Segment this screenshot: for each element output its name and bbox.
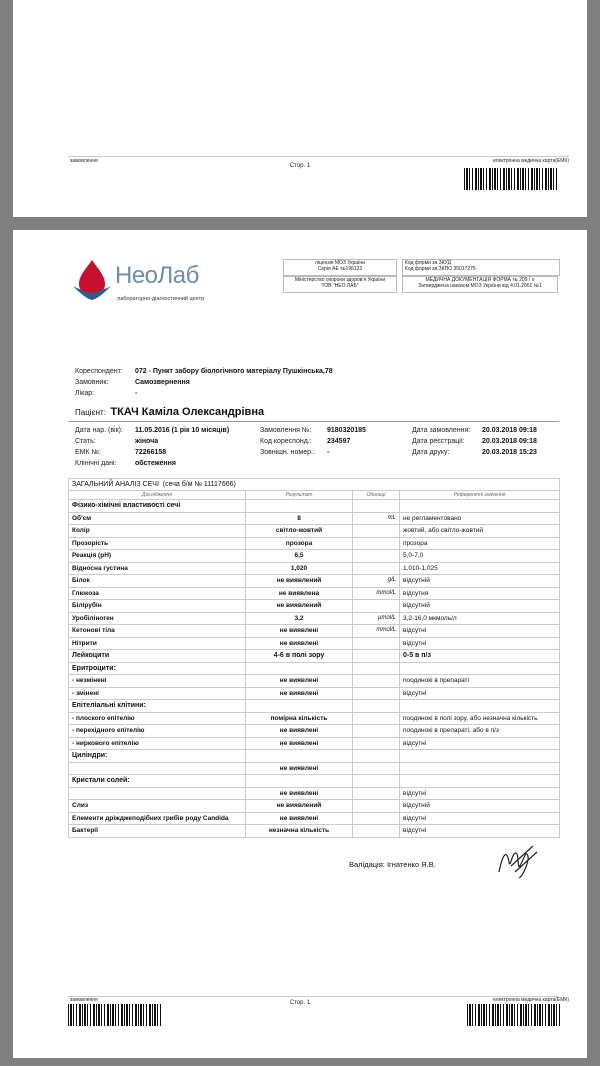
footer-divider (68, 996, 559, 997)
table-row (69, 562, 560, 575)
test-name: Циліндри: (69, 750, 246, 763)
test-reference: 0-5 в п/з (400, 650, 560, 663)
medical-doc-box: МЕДИЧНА ДОКУМЕНТАЦІЯ ФОРМА № 209 / о Затверджена наказом МОЗ України від 4.01.2001 №1 (402, 276, 558, 293)
test-result: 6,5 (246, 550, 353, 563)
test-result: не виявлені (246, 625, 353, 638)
table-row (69, 637, 560, 650)
test-result: не виявлений (246, 575, 353, 588)
table-section-row (69, 650, 560, 663)
logo-name: НеоЛаб (115, 262, 199, 289)
table-row (69, 575, 560, 588)
barcode (464, 168, 559, 190)
test-unit: g/L (353, 575, 400, 588)
test-unit (353, 687, 400, 700)
table-section-row (69, 700, 560, 713)
test-result: не виявлені (246, 637, 353, 650)
table-row (69, 550, 560, 563)
table-header: Дослідження Результат Одиниці Референтні значення (69, 491, 560, 500)
test-result: не виявлені (246, 687, 353, 700)
test-result: не виявлені (246, 812, 353, 825)
test-unit: mmol/L (353, 625, 400, 638)
table-row (69, 825, 560, 838)
test-name: - ниркового епітелію (69, 737, 246, 750)
test-reference: відсутній (400, 600, 560, 613)
table-section-row (69, 750, 560, 763)
test-name: Бактерії (69, 825, 246, 838)
test-unit (353, 775, 400, 788)
test-reference (400, 762, 560, 775)
table-row (69, 625, 560, 638)
test-name: Відносна густина (69, 562, 246, 575)
test-reference: поодинокі в препараті (400, 675, 560, 688)
test-reference: 5,0-7,0 (400, 550, 560, 563)
test-reference: відсутній (400, 575, 560, 588)
order-details: Замовлення №: 9180320185 Код кореспонд.: 234597 Зовнішн. номер.: - (260, 427, 366, 456)
test-reference: відсутні (400, 737, 560, 750)
test-name: Слиз (69, 800, 246, 813)
test-name: Об'єм (69, 512, 246, 525)
test-unit (353, 762, 400, 775)
test-result: 1,020 (246, 562, 353, 575)
test-result (246, 500, 353, 513)
test-reference: відсутня (400, 587, 560, 600)
signature-image (493, 842, 543, 882)
test-unit (353, 737, 400, 750)
test-result (246, 662, 353, 675)
test-unit (353, 700, 400, 713)
validation-text: Валідація: Ігнатенко Я.В. (349, 860, 436, 869)
test-unit (353, 725, 400, 738)
test-name: Нітрити (69, 637, 246, 650)
test-name: Колір (69, 525, 246, 538)
test-name: - плоского епітелію (69, 712, 246, 725)
test-unit (353, 800, 400, 813)
test-unit (353, 825, 400, 838)
test-unit (353, 750, 400, 763)
test-reference (400, 500, 560, 513)
test-result: 3,2 (246, 612, 353, 625)
test-result (246, 775, 353, 788)
test-result (246, 750, 353, 763)
test-reference (400, 775, 560, 788)
test-result: не виявлений (246, 800, 353, 813)
test-unit (353, 537, 400, 550)
logo-subtitle: лабораторно-діагностичний центр (117, 296, 205, 302)
test-result: не виявлена (246, 587, 353, 600)
test-reference: не регламентовано (400, 512, 560, 525)
barcode-right (467, 1004, 562, 1026)
test-reference: відсутні (400, 637, 560, 650)
test-result: світло-жовтий (246, 525, 353, 538)
test-reference (400, 750, 560, 763)
test-result: не виявлені (246, 762, 353, 775)
test-reference (400, 662, 560, 675)
test-result: не виявлені (246, 725, 353, 738)
table-row (69, 737, 560, 750)
test-name (69, 762, 246, 775)
test-result: прозора (246, 537, 353, 550)
test-reference: відсутні (400, 625, 560, 638)
form-code-box: Код форми за ЗКУД Код форми за ЗКПО 35017275 (402, 259, 560, 276)
test-name: Еритроцити: (69, 662, 246, 675)
table-row (69, 612, 560, 625)
test-name: Кетонові тіла (69, 625, 246, 638)
test-name: - перехідного епітелію (69, 725, 246, 738)
table-row (69, 762, 560, 775)
table-row (69, 812, 560, 825)
footer-divider (68, 156, 569, 157)
test-result: не виявлені (246, 787, 353, 800)
test-result: не виявлений (246, 600, 353, 613)
test-reference: поодинокі в полі зору, або незначна кількість (400, 712, 560, 725)
footer-right-label: електронна медична карта(ЕМК) (493, 158, 569, 164)
test-result: не виявлені (246, 675, 353, 688)
test-name: Елементи дріжджеподібних грибів роду Candida (69, 812, 246, 825)
test-reference: жовтий, або світло-жовтий (400, 525, 560, 538)
test-unit (353, 550, 400, 563)
table-title-row (69, 479, 560, 491)
analysis-title: ЗАГАЛЬНИЙ АНАЛІЗ СЕЧІ (72, 481, 159, 488)
test-unit (353, 812, 400, 825)
test-reference: відсутні (400, 787, 560, 800)
table-section-row (69, 775, 560, 788)
patient-divider (68, 421, 559, 422)
correspondent-block: Кореспондент: 072 - Пункт забору біологічного матеріалу Пушкінська,78 Замовник: Самозвернення Лікар: - (75, 368, 333, 397)
test-name (69, 787, 246, 800)
table-row (69, 687, 560, 700)
test-reference: відсутні (400, 687, 560, 700)
test-unit (353, 787, 400, 800)
test-name: Білок (69, 575, 246, 588)
test-unit (353, 712, 400, 725)
ministry-box: Міністерство охорони здоров'я України ТОВ "НЕО ЛАБ" (283, 276, 397, 293)
test-result: 8 (246, 512, 353, 525)
test-name: Епітеліальні клітини: (69, 700, 246, 713)
test-result: не виявлені (246, 737, 353, 750)
table-section-row (69, 662, 560, 675)
report-page (13, 230, 587, 1058)
test-result: помірна кількість (246, 712, 353, 725)
test-name: Прозорість (69, 537, 246, 550)
table-row (69, 600, 560, 613)
footer-left-label: замовлення (70, 997, 98, 1003)
previous-page (13, 0, 587, 217)
patient-details-left: Дата нар. (вік): 11.05.2016 (1 рік 10 місяців) Стать: жіноча ЕМК №: 72266158 Клінічні дані: обстеження (75, 427, 230, 467)
table-row (69, 675, 560, 688)
results-table (68, 478, 560, 838)
test-unit (353, 662, 400, 675)
test-name: Реакція (pH) (69, 550, 246, 563)
table-row (69, 800, 560, 813)
test-reference: відсутні (400, 825, 560, 838)
test-unit (353, 500, 400, 513)
test-result: незначна кількість (246, 825, 353, 838)
table-row (69, 712, 560, 725)
footer-right-label: електронна медична карта(ЕМК) (493, 997, 569, 1003)
footer-left-label: замовлення (70, 158, 98, 164)
patient-name: Пацієнт: ТКАЧ Каміла Олександрівна (75, 406, 265, 418)
test-reference: відсутній (400, 800, 560, 813)
table-row (69, 787, 560, 800)
test-unit: mmol/L (353, 587, 400, 600)
date-details: Дата замовлення: 20.03.2018 09:18 Дата реєстрації: 20.03.2018 09:18 Дата друку: 20.03.2018 15:23 (412, 427, 537, 456)
test-name: Глюкоза (69, 587, 246, 600)
test-reference: відсутні (400, 812, 560, 825)
analysis-subtitle: (сеча б/м № 11117666) (162, 481, 236, 488)
test-unit (353, 675, 400, 688)
test-name: Фізико-хімічні властивості сечі (69, 500, 246, 513)
test-name: Кристали солей: (69, 775, 246, 788)
table-row (69, 525, 560, 538)
test-name: - незмінені (69, 675, 246, 688)
test-unit: mL (353, 512, 400, 525)
drop-logo-icon (71, 258, 113, 302)
table-row (69, 512, 560, 525)
footer-page-number: Стор. 1 (289, 163, 311, 169)
test-unit: µmol/L (353, 612, 400, 625)
test-reference: 3,2-16,0 мкмоль/л (400, 612, 560, 625)
test-name: Лейкоцити (69, 650, 246, 663)
table-row (69, 587, 560, 600)
license-box: ліцензія МОЗ України Серія АЕ №196122 (283, 259, 397, 276)
test-reference: поодинокі в препараті, або в п/з (400, 725, 560, 738)
table-section-row (69, 500, 560, 513)
test-reference: прозора (400, 537, 560, 550)
test-name: Уробіліноген (69, 612, 246, 625)
table-row (69, 725, 560, 738)
test-result: 4-6 в полі зору (246, 650, 353, 663)
test-unit (353, 650, 400, 663)
test-name: Білірубін (69, 600, 246, 613)
table-row (69, 537, 560, 550)
test-unit (353, 600, 400, 613)
test-name: - змінені (69, 687, 246, 700)
footer-page-number: Стор. 1 (289, 1000, 311, 1006)
barcode-left (68, 1004, 163, 1026)
test-unit (353, 637, 400, 650)
test-reference (400, 700, 560, 713)
test-result (246, 700, 353, 713)
test-reference: 1,010-1,025 (400, 562, 560, 575)
test-unit (353, 525, 400, 538)
neolab-logo (71, 258, 221, 306)
test-unit (353, 562, 400, 575)
